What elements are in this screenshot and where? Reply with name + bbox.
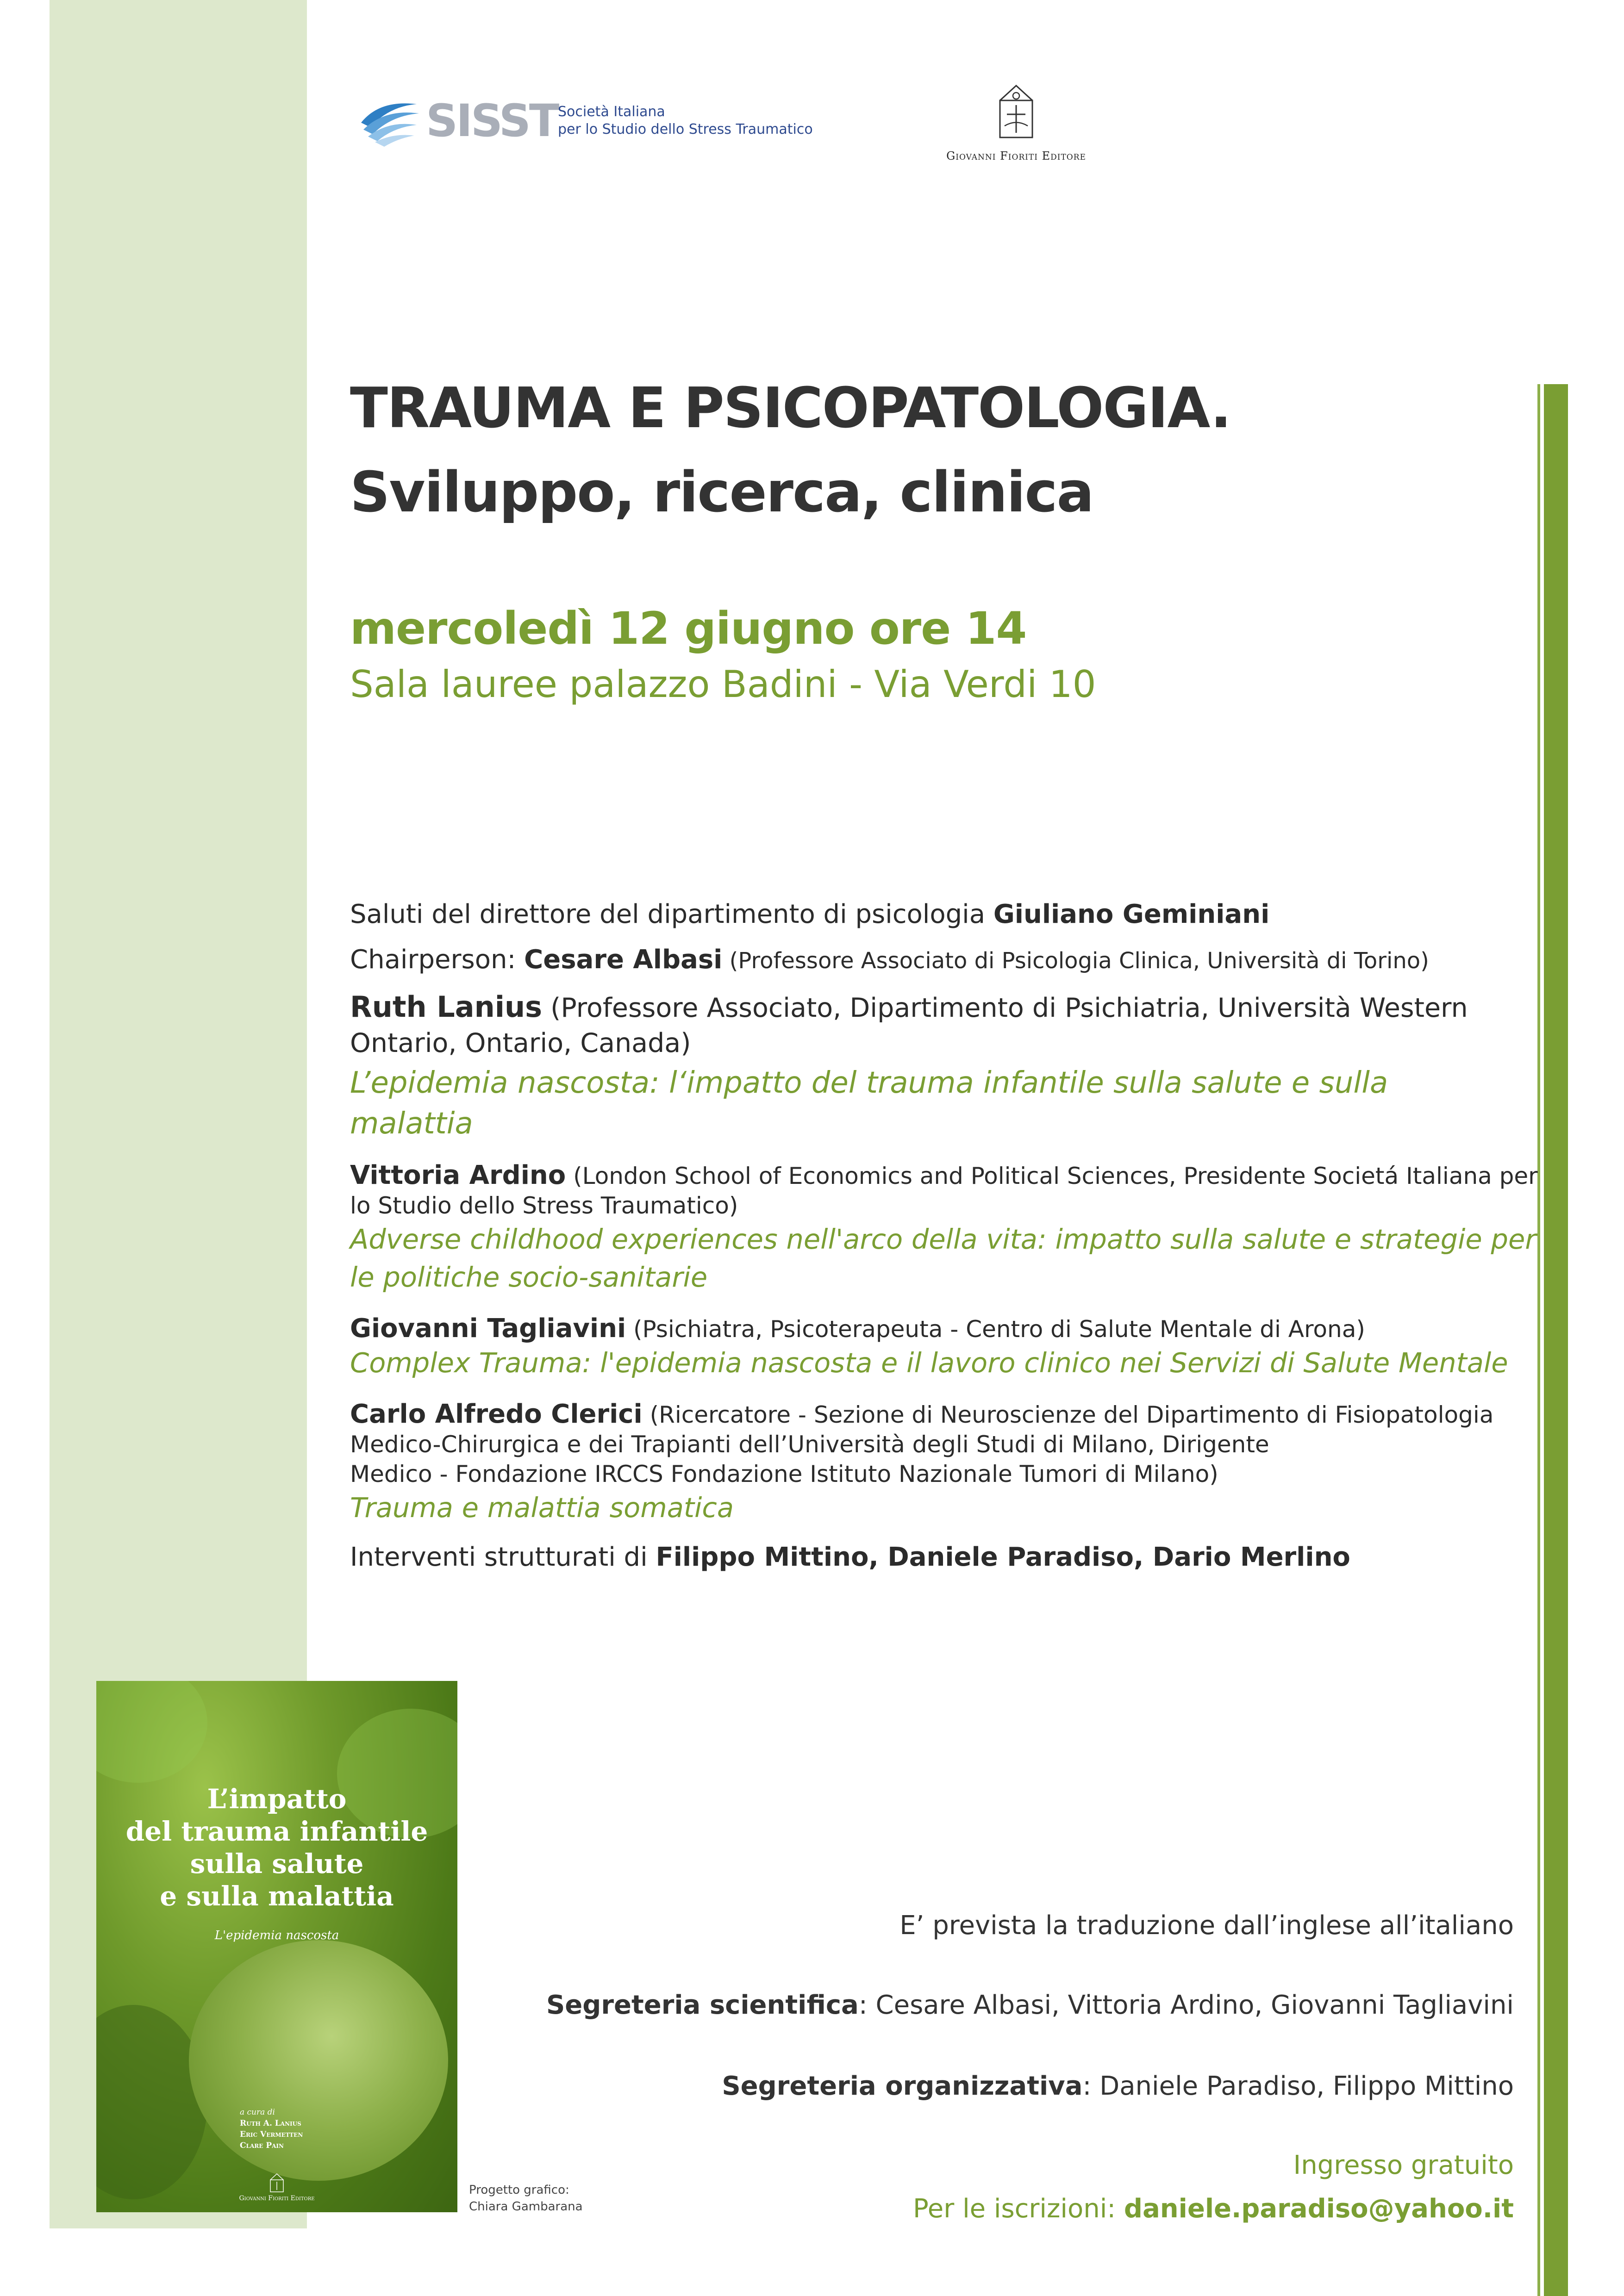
free-entry-note: Ingresso gratuito: [1293, 2150, 1514, 2180]
scientific-secretariat: [546, 1990, 1514, 2020]
book-title: [96, 1783, 457, 1912]
book-credits: [240, 2107, 425, 2151]
talk-title-line1: Complex Trauma: l'epidemia nascosta e il lavoro clinico nei Servizi di Salute Mentale: [350, 1347, 1508, 1379]
speaker-affiliation-line1: (London School of Economics and Political Sciences, Presidente Societá Italiana per: [566, 1163, 1538, 1189]
speaker-affiliation: [350, 1314, 1535, 1344]
right-accent-bar: [1544, 384, 1568, 2296]
speaker-name: Carlo Alfredo Clerici: [350, 1399, 643, 1429]
sisst-wordmark: SISST: [426, 95, 558, 147]
speaker-affiliation: [350, 1400, 1535, 1430]
event-venue: Sala lauree palazzo Badini - Via Verdi 10: [350, 663, 1096, 706]
sisst-tagline-line2: per lo Studio dello Stress Traumatico: [558, 121, 813, 137]
speaker-affiliation-line2: Medico-Chirurgica e dei Trapianti dell’Università degli Studi di Milano, Dirigente: [350, 1431, 1269, 1458]
speaker-name: Giovanni Tagliavini: [350, 1313, 626, 1344]
book-editor: Ruth A. Lanius: [240, 2119, 301, 2128]
speaker-affiliation-line3: Medico - Fondazione IRCCS Fondazione Istituto Nazionale Tumori di Milano): [350, 1461, 1218, 1487]
speaker-affiliation-line2: Ontario, Ontario, Canada): [350, 1028, 691, 1058]
greetings-prefix: Saluti del direttore del dipartimento di psicologia: [350, 899, 993, 929]
book-cover: [96, 1681, 457, 2212]
speaker-affiliation-line1: (Ricercatore - Sezione di Neuroscienze del Dipartimento di Fisiopatologia: [642, 1401, 1494, 1428]
speaker-block: [350, 1400, 1535, 1527]
scientific-secretariat-names: : Cesare Albasi, Vittoria Ardino, Giovanni Tagliavini: [858, 1990, 1514, 2020]
chair-line: [350, 943, 1535, 977]
book-title-line4: e sulla malattia: [160, 1880, 394, 1912]
organizing-secretariat-label: Segreteria organizzativa: [722, 2071, 1083, 2101]
greetings-name: Giuliano Geminiani: [993, 899, 1270, 929]
book-publisher: Giovanni Fioriti Editore: [239, 2195, 315, 2202]
fioriti-logo: [924, 76, 1109, 169]
interventions-names: Filippo Mittino, Daniele Paradiso, Dario Merlino: [656, 1542, 1350, 1572]
event-date: mercoledì 12 giugno ore 14: [350, 603, 1027, 654]
sisst-wave-icon: [356, 90, 421, 150]
talk-title-line1: L’epidemia nascosta: l‘impatto del trauma infantile sulla salute e sulla: [350, 1066, 1388, 1100]
greetings-line: [350, 898, 1535, 931]
publisher-emblem-icon: [269, 2172, 285, 2193]
design-credit-name: Chiara Gambarana: [469, 2200, 583, 2214]
book-title-line1: L’impatto: [207, 1783, 347, 1815]
speaker-affiliation: [350, 1160, 1538, 1191]
cover-foliage: [96, 1681, 207, 1783]
book-subtitle: L'epidemia nascosta: [214, 1929, 339, 1942]
translation-note: E’ prevista la traduzione dall’inglese all’italiano: [899, 1910, 1514, 1941]
speaker-block: [350, 1160, 1538, 1296]
event-title: TRAUMA E PSICOPATOLOGIA.: [350, 376, 1231, 441]
chair-prefix: Chairperson:: [350, 945, 525, 975]
chair-name: Cesare Albasi: [524, 945, 723, 975]
speaker-block: [350, 989, 1535, 1142]
registration-email-link[interactable]: daniele.paradiso@yahoo.it: [1124, 2194, 1514, 2224]
speaker-name: Vittoria Ardino: [350, 1160, 566, 1190]
book-title-line3: sulla salute: [190, 1848, 364, 1879]
sisst-tagline-line1: Società Italiana: [558, 104, 665, 120]
speaker-name: Ruth Lanius: [350, 990, 543, 1024]
book-editor: Clare Pain: [240, 2141, 284, 2150]
talk-title-line2: malattia: [350, 1107, 473, 1141]
speaker-affiliation-line1: (Professore Associato, Dipartimento di Psichiatria, Università Western: [542, 993, 1468, 1023]
design-credit: [469, 2182, 583, 2215]
chair-affiliation: (Professore Associato di Psicologia Clinica, Università di Torino): [722, 948, 1429, 974]
organizing-secretariat-names: : Daniele Paradiso, Filippo Mittino: [1082, 2071, 1514, 2101]
programme: [350, 898, 1538, 1586]
publisher-emblem-icon: [995, 82, 1037, 142]
cover-foliage: [96, 2005, 207, 2199]
speaker-affiliation: [350, 989, 1535, 1026]
speaker-block: [350, 1314, 1535, 1382]
book-editor: Eric Vermetten: [240, 2130, 303, 2139]
talk-title-line1: Adverse childhood experiences nell'arco della vita: impatto sulla salute e strategie per: [350, 1223, 1537, 1255]
talk-title-line2: le politiche socio-sanitarie: [350, 1261, 708, 1293]
speaker-affiliation-line2: lo Studio dello Stress Traumatico): [350, 1192, 738, 1219]
interventions-line: [350, 1541, 1535, 1574]
speaker-affiliation-line1: (Psichiatra, Psicoterapeuta - Centro di Salute Mentale di Arona): [626, 1316, 1365, 1343]
organizing-secretariat: [722, 2071, 1514, 2101]
sisst-logo: [356, 90, 866, 160]
interventions-prefix: Interventi strutturati di: [350, 1542, 656, 1572]
registration-line: [913, 2194, 1514, 2224]
sisst-tagline: [558, 103, 882, 138]
book-title-line2: del trauma infantile: [125, 1816, 428, 1847]
publisher-name: Giovanni Fioriti Editore: [946, 149, 1086, 162]
right-accent-line: [1537, 384, 1540, 2296]
event-subtitle: Sviluppo, ricerca, clinica: [350, 460, 1093, 525]
registration-prefix: Per le iscrizioni:: [913, 2194, 1124, 2224]
design-credit-label: Progetto grafico:: [469, 2183, 569, 2197]
book-credits-intro: a cura di: [240, 2108, 275, 2117]
scientific-secretariat-label: Segreteria scientifica: [546, 1990, 859, 2020]
talk-title-line1: Trauma e malattia somatica: [350, 1492, 734, 1524]
